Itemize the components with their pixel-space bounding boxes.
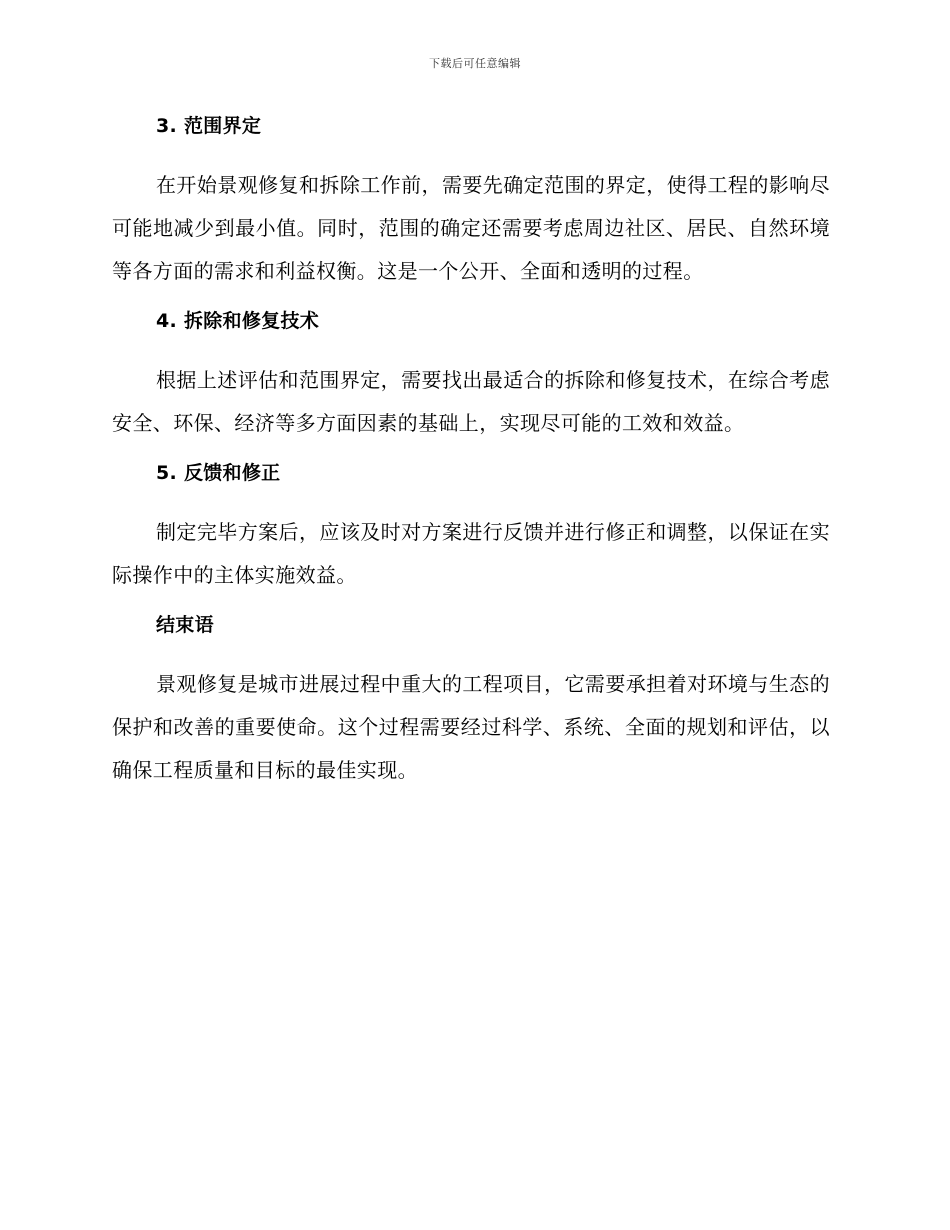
- section-heading: 结束语: [156, 614, 214, 636]
- section-feedback: [112, 459, 830, 597]
- section-scope: [112, 112, 830, 293]
- header-note: 下载后可任意编辑: [429, 57, 521, 70]
- section-conclusion: [112, 611, 830, 792]
- section-heading: 3. 范围界定: [156, 115, 262, 137]
- section-paragraph: 在开始景观修复和拆除工作前，需要先确定范围的界定，使得工程的影响尽可能地减少到最小值。同时，范围的确定还需要考虑周边社区、居民、自然环境等各方面的需求和利益权衡。这是一个公开、全面和透明的过程。: [112, 173, 830, 283]
- document-body: [112, 112, 830, 806]
- section-paragraph: 制定完毕方案后，应该及时对方案进行反馈并进行修正和调整，以保证在实际操作中的主体实施效益。: [112, 520, 830, 587]
- section-heading: 4. 拆除和修复技术: [156, 310, 320, 332]
- section-heading: 5. 反馈和修正: [156, 462, 281, 484]
- section-paragraph: 景观修复是城市进展过程中重大的工程项目，它需要承担着对环境与生态的保护和改善的重要使命。这个过程需要经过科学、系统、全面的规划和评估，以确保工程质量和目标的最佳实现。: [112, 672, 830, 782]
- section-techniques: [112, 307, 830, 445]
- section-paragraph: 根据上述评估和范围界定，需要找出最适合的拆除和修复技术，在综合考虑安全、环保、经济等多方面因素的基础上，实现尽可能的工效和效益。: [112, 368, 830, 435]
